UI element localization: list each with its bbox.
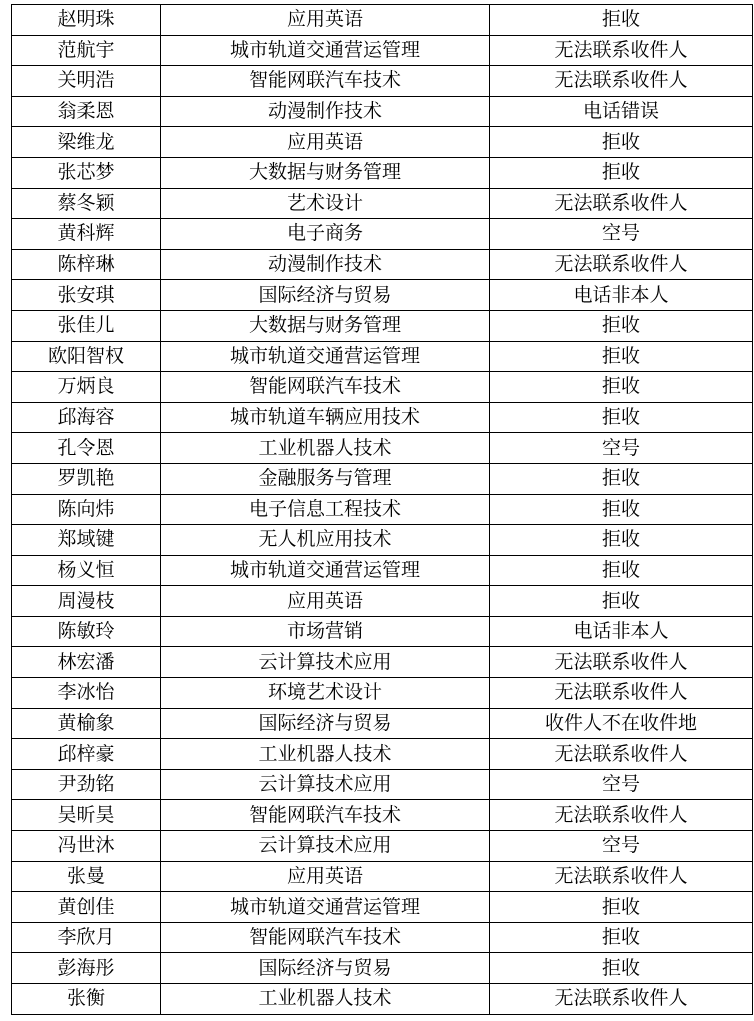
delivery-status-cell: 拒收 (490, 5, 753, 36)
table-row (12, 5, 753, 36)
table-row (12, 402, 753, 433)
table-row (12, 433, 753, 464)
delivery-status-cell: 电话错误 (490, 96, 753, 127)
delivery-status-cell: 无法联系收件人 (490, 678, 753, 709)
student-name-cell: 周漫枝 (12, 586, 161, 617)
delivery-status-cell: 拒收 (490, 555, 753, 586)
student-name-cell: 黄创佳 (12, 892, 161, 923)
major-cell: 城市轨道车辆应用技术 (161, 402, 490, 433)
major-cell: 城市轨道交通营运管理 (161, 555, 490, 586)
table-row (12, 586, 753, 617)
major-cell: 城市轨道交通营运管理 (161, 892, 490, 923)
student-name-cell: 尹劲铭 (12, 769, 161, 800)
major-cell: 金融服务与管理 (161, 463, 490, 494)
delivery-status-cell: 无法联系收件人 (490, 739, 753, 770)
major-cell: 工业机器人技术 (161, 433, 490, 464)
major-cell: 智能网联汽车技术 (161, 800, 490, 831)
major-cell: 云计算技术应用 (161, 647, 490, 678)
student-name-cell: 吴昕昊 (12, 800, 161, 831)
delivery-status-cell: 无法联系收件人 (490, 984, 753, 1015)
student-name-cell: 陈梓琳 (12, 249, 161, 280)
delivery-status-cell: 拒收 (490, 953, 753, 984)
major-cell: 动漫制作技术 (161, 96, 490, 127)
delivery-status-cell: 拒收 (490, 310, 753, 341)
table-row (12, 922, 753, 953)
student-name-cell: 李冰怡 (12, 678, 161, 709)
student-name-cell: 梁维龙 (12, 127, 161, 158)
table-row (12, 861, 753, 892)
table-row (12, 525, 753, 556)
major-cell: 国际经济与贸易 (161, 708, 490, 739)
table-row (12, 310, 753, 341)
delivery-status-cell: 电话非本人 (490, 280, 753, 311)
major-cell: 市场营销 (161, 616, 490, 647)
delivery-status-cell: 收件人不在收件地 (490, 708, 753, 739)
delivery-status-cell: 拒收 (490, 494, 753, 525)
major-cell: 电子信息工程技术 (161, 494, 490, 525)
student-name-cell: 欧阳智权 (12, 341, 161, 372)
delivery-status-cell: 拒收 (490, 402, 753, 433)
major-cell: 应用英语 (161, 861, 490, 892)
major-cell: 应用英语 (161, 5, 490, 36)
table-row (12, 188, 753, 219)
delivery-status-cell: 空号 (490, 219, 753, 250)
major-cell: 应用英语 (161, 586, 490, 617)
table-row (12, 66, 753, 97)
major-cell: 城市轨道交通营运管理 (161, 341, 490, 372)
table-row (12, 708, 753, 739)
student-name-cell: 罗凯艳 (12, 463, 161, 494)
student-name-cell: 杨义恒 (12, 555, 161, 586)
delivery-status-cell: 拒收 (490, 157, 753, 188)
major-cell: 云计算技术应用 (161, 831, 490, 862)
major-cell: 动漫制作技术 (161, 249, 490, 280)
delivery-status-cell: 无法联系收件人 (490, 800, 753, 831)
delivery-status-cell: 拒收 (490, 127, 753, 158)
table-row (12, 219, 753, 250)
student-name-cell: 郑域键 (12, 525, 161, 556)
delivery-status-cell: 拒收 (490, 525, 753, 556)
major-cell: 城市轨道交通营运管理 (161, 35, 490, 66)
major-cell: 国际经济与贸易 (161, 953, 490, 984)
major-cell: 电子商务 (161, 219, 490, 250)
delivery-status-cell: 电话非本人 (490, 616, 753, 647)
student-name-cell: 张芯梦 (12, 157, 161, 188)
student-name-cell: 黄榆象 (12, 708, 161, 739)
table-row (12, 249, 753, 280)
student-name-cell: 张曼 (12, 861, 161, 892)
major-cell: 大数据与财务管理 (161, 157, 490, 188)
major-cell: 云计算技术应用 (161, 769, 490, 800)
table-row (12, 892, 753, 923)
major-cell: 国际经济与贸易 (161, 280, 490, 311)
major-cell: 工业机器人技术 (161, 984, 490, 1015)
delivery-status-cell: 拒收 (490, 341, 753, 372)
delivery-status-table (11, 4, 753, 1015)
student-name-cell: 黄科辉 (12, 219, 161, 250)
table-row (12, 372, 753, 403)
student-name-cell: 陈敏玲 (12, 616, 161, 647)
student-name-cell: 林宏潘 (12, 647, 161, 678)
table-row (12, 280, 753, 311)
major-cell: 大数据与财务管理 (161, 310, 490, 341)
table-row (12, 555, 753, 586)
major-cell: 应用英语 (161, 127, 490, 158)
student-name-cell: 范航宇 (12, 35, 161, 66)
table-row (12, 157, 753, 188)
student-name-cell: 万炳良 (12, 372, 161, 403)
table-row (12, 800, 753, 831)
delivery-status-cell: 拒收 (490, 463, 753, 494)
table-row (12, 831, 753, 862)
major-cell: 智能网联汽车技术 (161, 372, 490, 403)
student-name-cell: 张佳儿 (12, 310, 161, 341)
major-cell: 环境艺术设计 (161, 678, 490, 709)
student-name-cell: 关明浩 (12, 66, 161, 97)
delivery-status-cell: 无法联系收件人 (490, 647, 753, 678)
student-name-cell: 蔡冬颖 (12, 188, 161, 219)
delivery-status-cell: 拒收 (490, 922, 753, 953)
student-name-cell: 李欣月 (12, 922, 161, 953)
delivery-status-cell: 无法联系收件人 (490, 66, 753, 97)
delivery-status-cell: 无法联系收件人 (490, 35, 753, 66)
delivery-status-cell: 空号 (490, 831, 753, 862)
student-name-cell: 孔令恩 (12, 433, 161, 464)
table-row (12, 769, 753, 800)
student-name-cell: 陈向炜 (12, 494, 161, 525)
table-row (12, 647, 753, 678)
delivery-status-cell: 拒收 (490, 586, 753, 617)
table-row (12, 984, 753, 1015)
delivery-status-cell: 空号 (490, 769, 753, 800)
student-name-cell: 张安琪 (12, 280, 161, 311)
student-name-cell: 翁柔恩 (12, 96, 161, 127)
table-row (12, 35, 753, 66)
major-cell: 智能网联汽车技术 (161, 66, 490, 97)
student-name-cell: 张衡 (12, 984, 161, 1015)
major-cell: 无人机应用技术 (161, 525, 490, 556)
table-row (12, 127, 753, 158)
table-row (12, 616, 753, 647)
delivery-status-cell: 拒收 (490, 372, 753, 403)
table-row (12, 96, 753, 127)
table-row (12, 739, 753, 770)
delivery-status-cell: 无法联系收件人 (490, 249, 753, 280)
table-row (12, 953, 753, 984)
delivery-status-cell: 拒收 (490, 892, 753, 923)
delivery-status-cell: 空号 (490, 433, 753, 464)
student-name-cell: 冯世沐 (12, 831, 161, 862)
table-row (12, 678, 753, 709)
major-cell: 工业机器人技术 (161, 739, 490, 770)
major-cell: 艺术设计 (161, 188, 490, 219)
student-name-cell: 邱梓豪 (12, 739, 161, 770)
delivery-status-cell: 无法联系收件人 (490, 861, 753, 892)
table-row (12, 341, 753, 372)
table-row (12, 494, 753, 525)
student-name-cell: 邱海容 (12, 402, 161, 433)
student-name-cell: 彭海彤 (12, 953, 161, 984)
student-name-cell: 赵明珠 (12, 5, 161, 36)
delivery-status-cell: 无法联系收件人 (490, 188, 753, 219)
table-body (12, 5, 753, 1015)
table-row (12, 463, 753, 494)
major-cell: 智能网联汽车技术 (161, 922, 490, 953)
